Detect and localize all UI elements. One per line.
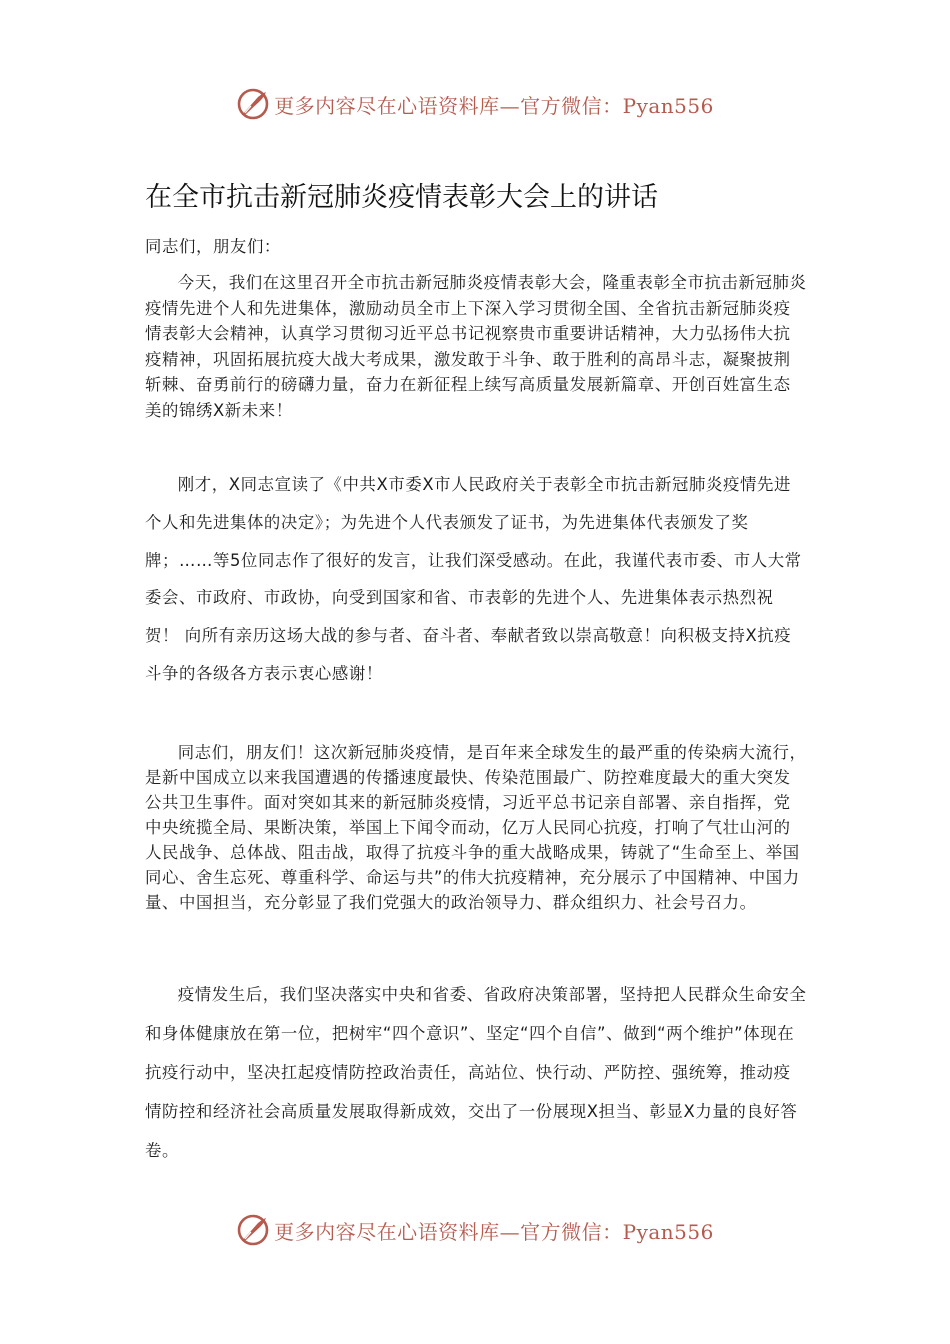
paragraph-2: 刚才，X同志宣读了《中共X市委X市人民政府关于表彰全市抗击新冠肺炎疫情先进个人和先进集体的决定》；为先进个人代表颁发了证书，为先进集体代表颁发了奖牌；……等5位同志作了很好的发言，让我们深受感动。在此，我谨代表市委、市人大常委会、市政府、市政协，向受到国家和省、市表彰的先进个人、先进集体表示热烈祝贺！ 向所有亲历这场大战的参与者、奋斗者、奉献者致以崇高敬意！向积极支持X抗疫斗争的各级各方表示衷心感谢！: [145, 475, 802, 683]
footer-watermark: [0, 1210, 950, 1250]
quill-logo-icon: [236, 87, 270, 121]
quill-logo-icon: [236, 1213, 270, 1247]
watermark-text: 更多内容尽在心语资料库—官方微信：Pyan556: [274, 93, 714, 118]
document-title: 在全市抗击新冠肺炎疫情表彰大会上的讲话: [145, 182, 658, 213]
paragraph-3: 同志们，朋友们！这次新冠肺炎疫情，是百年来全球发生的最严重的传染病大流行，是新中国成立以来我国遭遇的传播速度最快、传染范围最广、防控难度最大的重大突发公共卫生事件。面对突如其来的新冠肺炎疫情，习近平总书记亲自部署、亲自指挥，党中央统揽全局、果断决策，举国上下闻令而动，亿万人民同心抗疫，打响了气壮山河的人民战争、总体战、阻击战，取得了抗疫斗争的重大战略成果，铸就了“生命至上、举国同心、舍生忘死、尊重科学、命运与共”的伟大抗疫精神，充分展示了中国精神、中国力量、中国担当，充分彰显了我们党强大的政治领导力、群众组织力、社会号召力。: [145, 743, 807, 912]
watermark-text: 更多内容尽在心语资料库—官方微信：Pyan556: [274, 1219, 714, 1244]
header-watermark: [0, 84, 950, 124]
paragraph-4: 疫情发生后，我们坚决落实中央和省委、省政府决策部署，坚持把人民群众生命安全和身体健康放在第一位，把树牢“四个意识”、坚定“四个自信”、做到“两个维护”体现在抗疫行动中，坚决扛起疫情防控政治责任，高站位、快行动、严防控、强统筹，推动疫情防控和经济社会高质量发展取得新成效，交出了一份展现X担当、彰显X力量的良好答卷。: [145, 985, 807, 1160]
paragraph-1: 今天，我们在这里召开全市抗击新冠肺炎疫情表彰大会，隆重表彰全市抗击新冠肺炎疫情先进个人和先进集体，激励动员全市上下深入学习贯彻全国、全省抗击新冠肺炎疫情表彰大会精神，认真学习贯彻习近平总书记视察贵市重要讲话精神，大力弘扬伟大抗疫精神，巩固拓展抗疫大战大考成果，激发敢于斗争、敢于胜利的高昂斗志，凝聚披荆斩棘、奋勇前行的磅礴力量，奋力在新征程上续写高质量发展新篇章、开创百姓富生态美的锦绣X新未来！: [145, 273, 807, 420]
greeting: 同志们，朋友们：: [145, 237, 281, 256]
